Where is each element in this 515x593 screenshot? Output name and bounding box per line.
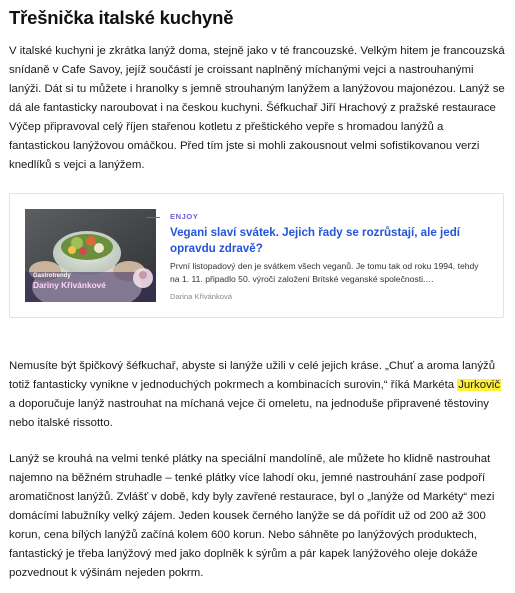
thumbnail-badge — [33, 272, 106, 290]
related-article-description: První listopadový den je svátkem všech veganů. Je tomu tak od roku 1994, tehdy na 1. 11. připadlo 50. výročí založení Britské veganské společnosti.… — [170, 261, 479, 284]
badge-series-label: Gastrotrendy — [33, 273, 71, 279]
badge-author-label: Dariny Křivánkové — [33, 280, 106, 290]
paragraph-text: Nemusíte být špičkový šéfkuchař, abyste si lanýže užili v celé jejich kráse. „Chuť a aroma lanýžů totiž fantasticky vynikne v jednoduchých pokrmech a kombinacích surovin,“ říká Markéta — [9, 360, 496, 391]
article-paragraph — [9, 357, 506, 433]
section-heading: Třešnička italské kuchyně — [9, 7, 234, 28]
article-paragraph: V italské kuchyni je zkrátka lanýž doma, stejně jako v té francouzské. Velkým hitem je francouzská snídaně v Cafe Savoy, jejíž součástí je croissant naplněný míchanými vejci a nastrouhanými lanýži. Dát si tu můžete i hranolky s jemně strouhaným lanýžem a lanýžovou majonézou. Lanýž se dá ale fantasticky naroubovat i na českou kuchyni. Šéfkuchař Jiří Hrachový z pražské restaurace Výčep připravoval celý říjen stařenou kotletu z přeštického vepře s hromadou lanýžů a fantastickou lanýžovou omáčkou. Před tím jste si mohli zakousnout velmi sofistikovanou verzi knedlíků s vejci a lanýžem. — [9, 45, 505, 171]
article-paragraph: Lanýž se krouhá na velmi tenké plátky na speciální mandolíně, ale můžete ho klidně nastrouhat najemno na běžném struhadle – tenké plátky více lahodí oku, jemné nastrouhání zase podpoří aromatičnost lanýžů. Zvlášť v době, kdy byly zavřené restaurace, byl o „lanýže od Markéty“ mezi domácími labužníky velký zájem. Jeden kousek černého lanýže se dá pořídit už od 200 až 300 korun, cena bílých lanýžů začíná kolem 600 korun. Nebo sáhněte po lanýžových produktech, fantastický je třeba lanýžový med jako doplněk k sýrům a pár kapek lanýžového oleje dokáže pozvednout k výšinám nejeden pokrm. — [9, 453, 495, 579]
related-article-card[interactable] — [9, 193, 504, 318]
highlighted-name: Jurkovič — [458, 379, 501, 391]
paragraph-text: a doporučuje lanýž nastrouhat na míchaná vejce či omeletu, na jednoduše připravené těstoviny nebo italské rissotto. — [9, 398, 489, 429]
related-article-title-link[interactable]: Vegani slaví svátek. Jejich řady se rozrůstají, ale jedí opravdu zdravě? — [170, 226, 460, 255]
related-article-thumbnail[interactable] — [25, 209, 156, 302]
category-tag[interactable]: ENJOY — [170, 212, 199, 221]
related-article-author: Darina Křivánková — [170, 292, 233, 301]
tag-accent-line — [146, 217, 160, 218]
